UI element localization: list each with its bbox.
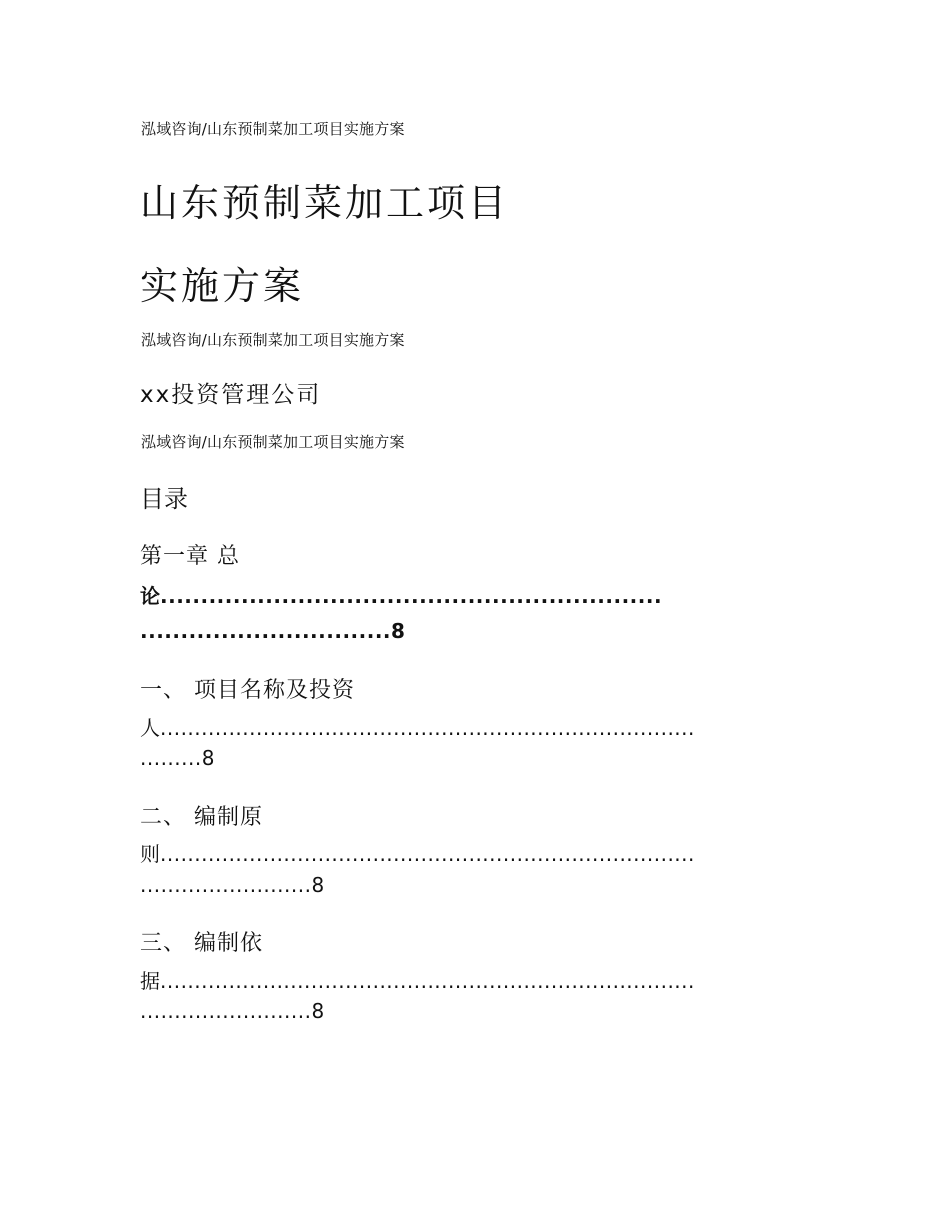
toc-entry-line-2 <box>140 619 802 643</box>
toc-leader-dots: .............................................................................. <box>160 969 695 993</box>
toc-entry-wrap-char: 论 <box>140 584 160 608</box>
toc-entry-title: 二、 编制原 <box>140 805 263 830</box>
running-header-2: 泓域咨询/山东预制菜加工项目实施方案 <box>141 331 405 349</box>
cover-title-line-1: 山东预制菜加工项目 <box>140 181 510 225</box>
toc-leader-dots: ......... <box>140 746 202 770</box>
toc-leader-dots: .............................................................................. <box>160 716 695 740</box>
toc-entry-line-1 <box>140 712 802 741</box>
running-header-3: 泓域咨询/山东预制菜加工项目实施方案 <box>141 433 405 451</box>
toc-leader-dots: .............................................................. <box>160 584 663 608</box>
toc-entry-title: 第一章 总 <box>140 544 240 569</box>
toc-heading: 目录 <box>140 485 188 513</box>
cover-title-line-2: 实施方案 <box>140 264 305 308</box>
toc-leader-dots: ......................... <box>140 999 312 1023</box>
toc-leader-dots: ............................... <box>140 619 392 643</box>
toc-entry-title: 三、 编制依 <box>140 931 263 956</box>
toc-entry-wrap-char: 人 <box>140 716 160 740</box>
toc-page-number: 8 <box>391 619 405 643</box>
toc-entry-wrap-char: 据 <box>140 969 160 993</box>
toc-entry-wrap-char: 则 <box>140 842 160 866</box>
toc-entry-line-2 <box>140 746 802 770</box>
toc-entry-line-1 <box>140 838 802 867</box>
company-name: xx投资管理公司 <box>140 382 322 408</box>
toc-leader-dots: .............................................................................. <box>160 842 695 866</box>
toc-page-number: 8 <box>201 746 215 770</box>
running-header-1: 泓域咨询/山东预制菜加工项目实施方案 <box>141 120 405 138</box>
toc-entry-line-1 <box>140 965 802 994</box>
toc-page-number: 8 <box>311 999 325 1023</box>
toc-entry-line-2 <box>140 873 802 897</box>
toc-entry-line-1 <box>140 580 802 609</box>
toc-page-number: 8 <box>311 873 325 897</box>
toc-leader-dots: ......................... <box>140 873 312 897</box>
toc-entry-line-2 <box>140 999 802 1023</box>
toc-entry-title: 一、 项目名称及投资 <box>140 678 355 703</box>
